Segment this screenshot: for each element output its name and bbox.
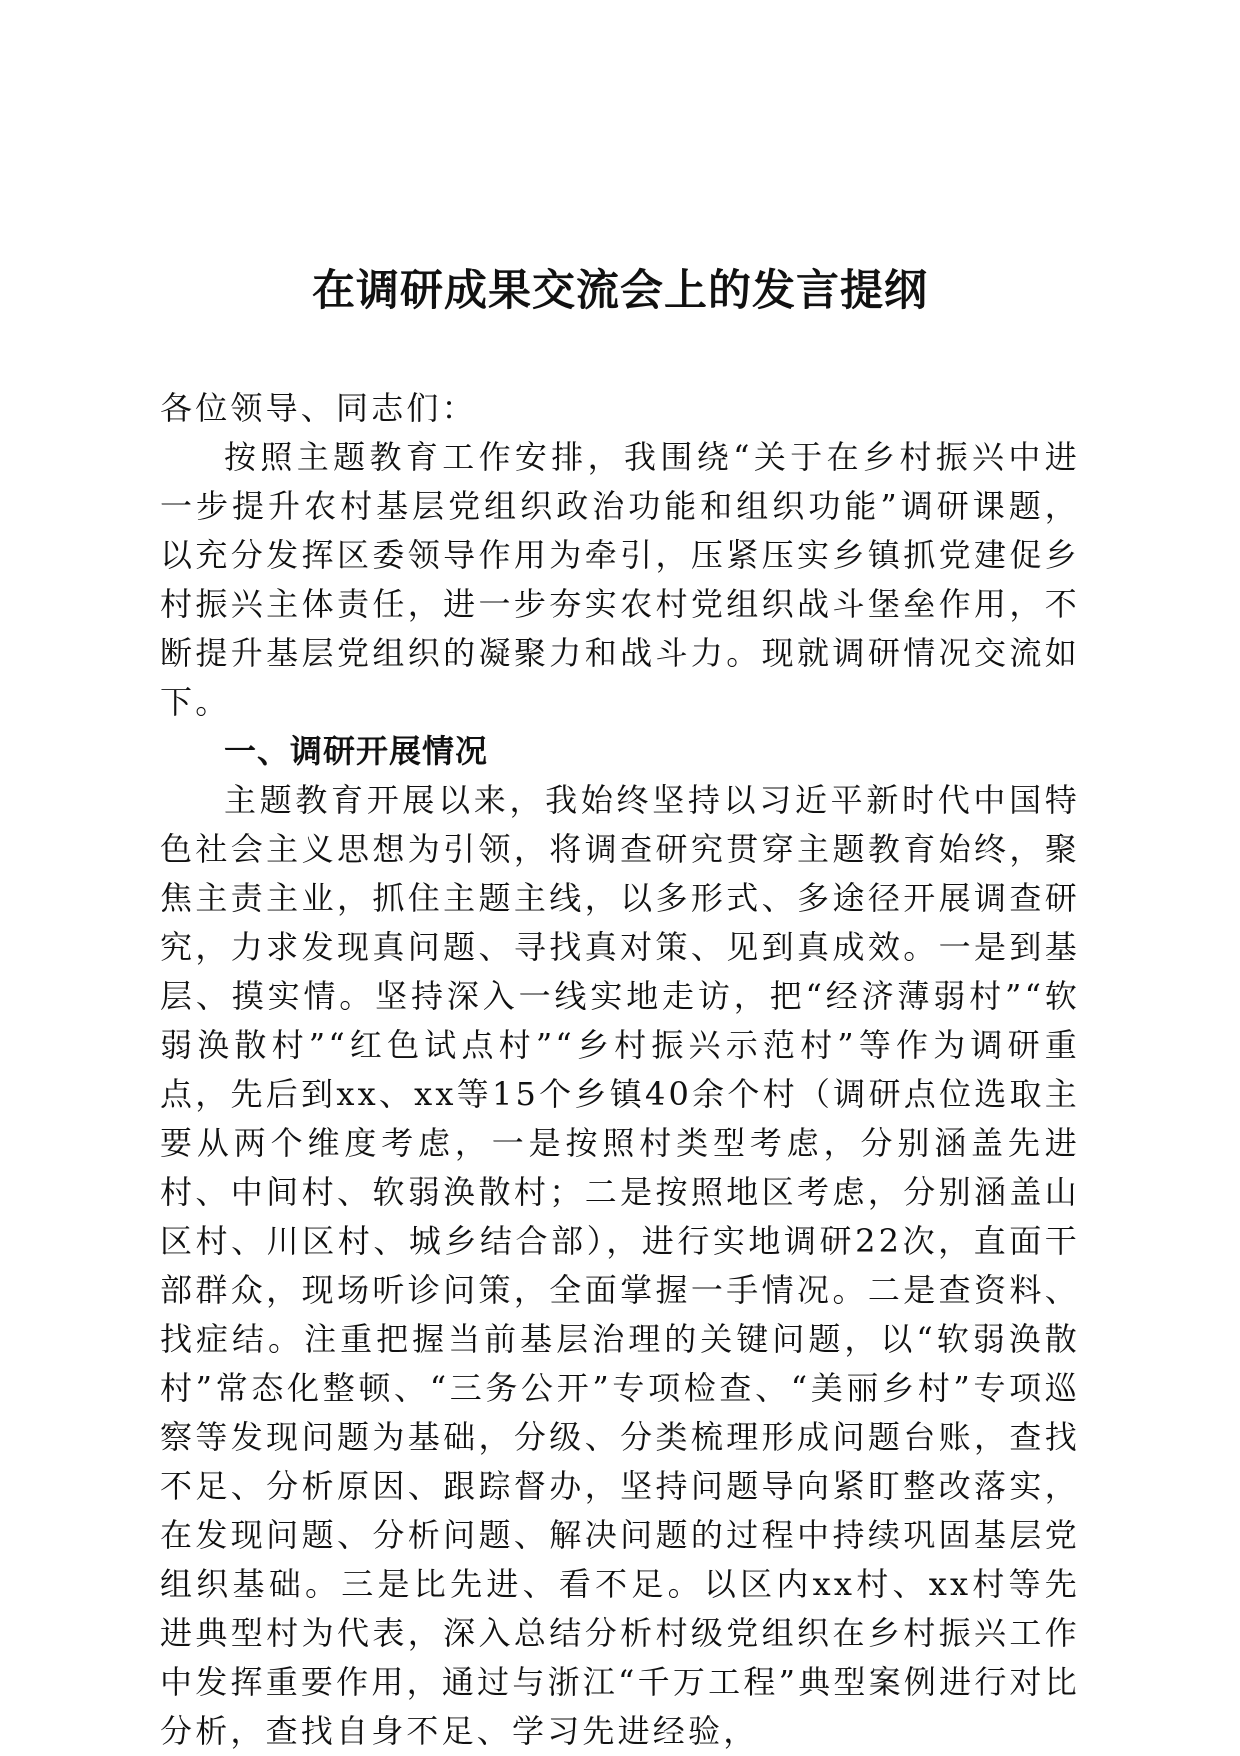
salutation: 各位领导、同志们：	[160, 389, 477, 427]
section-heading: 一、调研开展情况	[224, 732, 489, 770]
document-title: 在调研成果交流会上的发言提纲	[312, 266, 928, 316]
document-body	[160, 384, 1080, 1756]
intro-paragraph: 按照主题教育工作安排，我围绕“关于在乡村振兴中进一步提升农村基层党组织政治功能和组织功能”调研课题，以充分发挥区委领导作用为牵引，压紧压实乡镇抓党建促乡村振兴主体责任，进一步夯实农村党组织战斗堡垒作用，不断提升基层党组织的凝聚力和战斗力。现就调研情况交流如下。	[160, 438, 1080, 721]
section-paragraph: 主题教育开展以来，我始终坚持以习近平新时代中国特色社会主义思想为引领，将调查研究贯穿主题教育始终，聚焦主责主业，抓住主题主线，以多形式、多途径开展调查研究，力求发现真问题、寻找真对策、见到真成效。一是到基层、摸实情。坚持深入一线实地走访，把“经济薄弱村”“软弱涣散村”“红色试点村”“乡村振兴示范村”等作为调研重点，先后到xx、xx等15个乡镇40余个村（调研点位选取主要从两个维度考虑，一是按照村类型考虑，分别涵盖先进村、中间村、软弱涣散村；二是按照地区考虑，分别涵盖山区村、川区村、城乡结合部），进行实地调研22次，直面干部群众，现场听诊问策，全面掌握一手情况。二是查资料、找症结。注重把握当前基层治理的关键问题，以“软弱涣散村”常态化整顿、“三务公开”专项检查、“美丽乡村”专项巡察等发现问题为基础，分级、分类梳理形成问题台账，查找不足、分析原因、跟踪督办，坚持问题导向紧盯整改落实，在发现问题、分析问题、解决问题的过程中持续巩固基层党组织基础。三是比先进、看不足。以区内xx村、xx村等先进典型村为代表，深入总结分析村级党组织在乡村振兴工作中发挥重要作用，通过与浙江“千万工程”典型案例进行对比分析，查找自身不足、学习先进经验，	[160, 781, 1080, 1750]
